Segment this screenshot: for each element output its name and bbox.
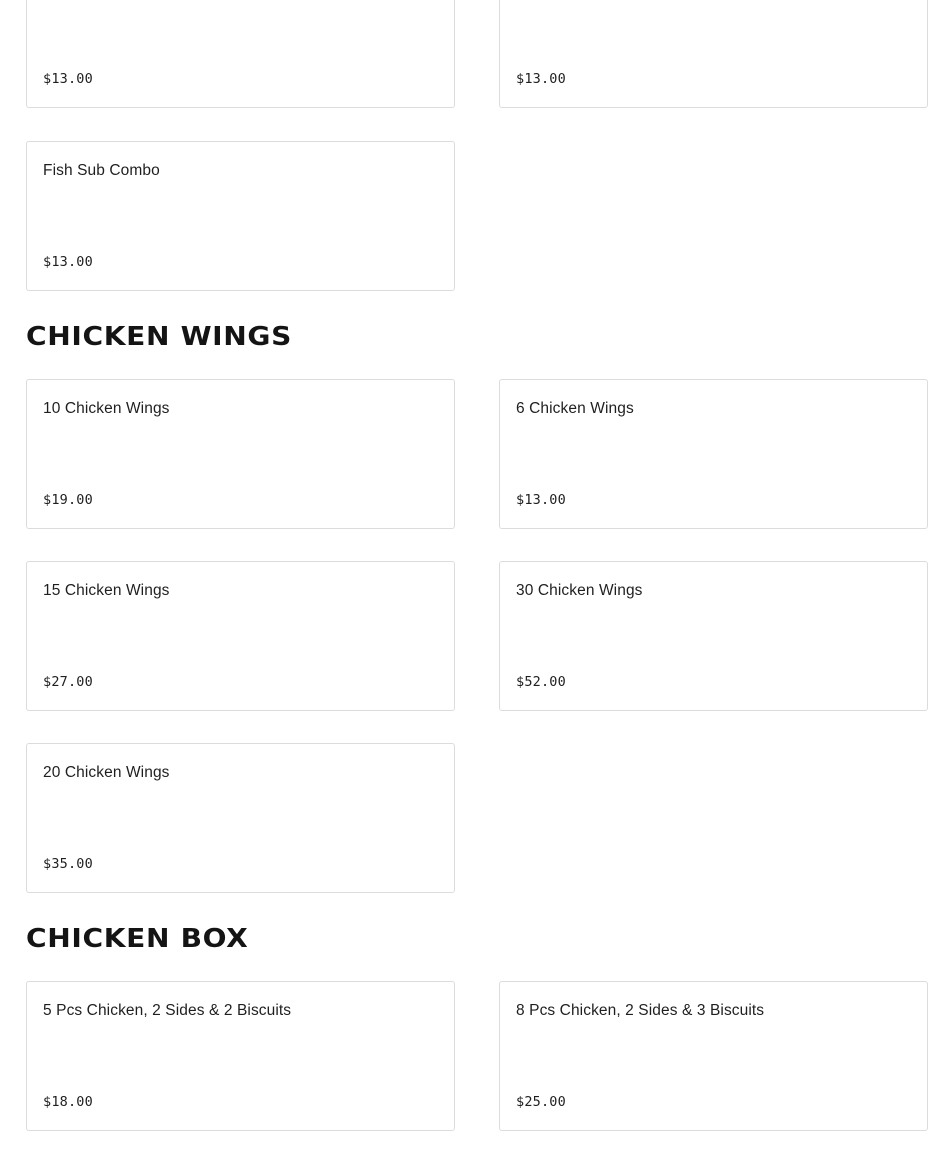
menu-item-price: $52.00 bbox=[516, 674, 566, 690]
menu-item-name: 5 Pcs Chicken, 2 Sides & 2 Biscuits bbox=[43, 1002, 292, 1019]
menu-item-price: $35.00 bbox=[43, 856, 93, 872]
menu-item-card[interactable] bbox=[499, 981, 928, 1131]
menu-item-price: $13.00 bbox=[43, 254, 93, 270]
menu-item-card[interactable] bbox=[499, 0, 928, 108]
menu-item-card[interactable] bbox=[26, 743, 455, 893]
menu-item-price: $13.00 bbox=[516, 71, 566, 87]
menu-item-card[interactable] bbox=[26, 981, 455, 1131]
menu-item-price: $18.00 bbox=[43, 1094, 93, 1110]
menu-item-name: 8 Pcs Chicken, 2 Sides & 3 Biscuits bbox=[516, 1002, 765, 1019]
menu-item-card[interactable] bbox=[499, 379, 928, 529]
section-title-chicken-wings: CHICKEN WINGS bbox=[26, 322, 293, 352]
menu-item-card[interactable] bbox=[26, 141, 455, 291]
menu-item-card[interactable] bbox=[26, 379, 455, 529]
menu-item-name: 6 Chicken Wings bbox=[516, 400, 634, 417]
menu-item-name: 30 Chicken Wings bbox=[516, 582, 643, 599]
menu-item-card[interactable] bbox=[26, 0, 455, 108]
menu-item-price: $19.00 bbox=[43, 492, 93, 508]
menu-item-name: 15 Chicken Wings bbox=[43, 582, 170, 599]
menu-item-price: $25.00 bbox=[516, 1094, 566, 1110]
menu-item-name: 20 Chicken Wings bbox=[43, 764, 170, 781]
menu-item-price: $13.00 bbox=[43, 71, 93, 87]
menu-item-card[interactable] bbox=[499, 561, 928, 711]
menu-item-card[interactable] bbox=[26, 561, 455, 711]
menu-item-price: $27.00 bbox=[43, 674, 93, 690]
section-title-chicken-box: CHICKEN BOX bbox=[26, 924, 249, 954]
menu-item-name: 10 Chicken Wings bbox=[43, 400, 170, 417]
menu-item-name: Fish Sub Combo bbox=[43, 162, 160, 179]
menu-item-price: $13.00 bbox=[516, 492, 566, 508]
